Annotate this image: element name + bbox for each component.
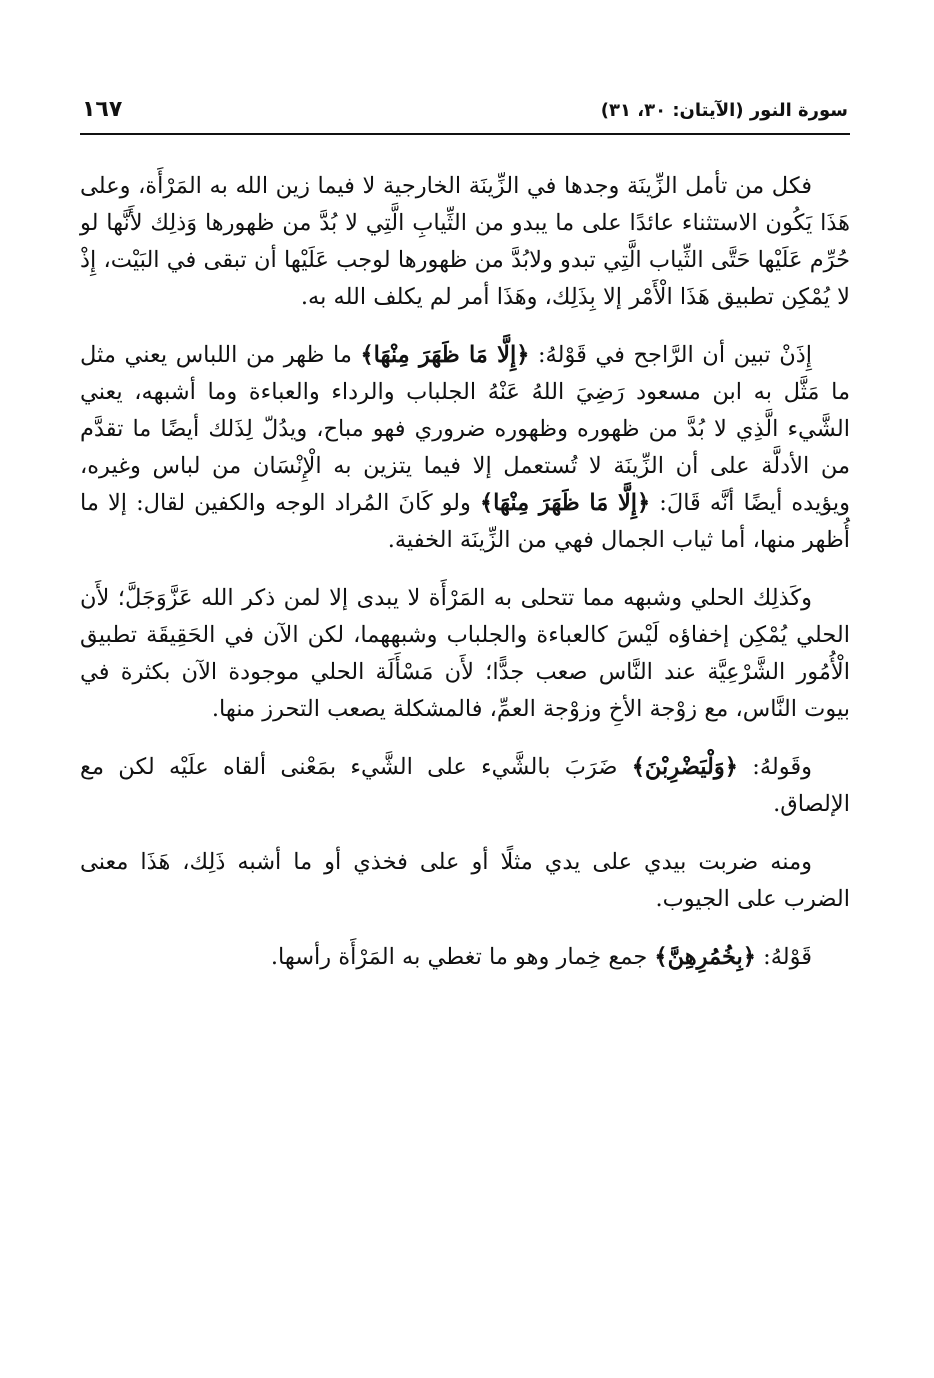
body-text <box>80 168 850 997</box>
paragraph-text: ولو كَانَ المُراد الوجه والكفين لقال: إلا ما أُظهر منها، أما ثياب الجمال فهي من الزِّينَة الخفية. <box>80 490 850 553</box>
page-number: ١٦٧ <box>82 97 123 122</box>
paragraph <box>80 337 850 559</box>
running-header <box>82 98 848 128</box>
header-divider <box>80 133 850 135</box>
paragraph <box>80 580 850 728</box>
paragraph-text: وكَذلِك الحلي وشبهه مما تتحلى به المَرْأَة لا يبدى إلا لمن ذكر الله عَزَّوَجَلَّ؛ لأَن الحلي يُمْكِن إخفاؤه لَيْسَ كالعباءة والجلباب وشبههما، لكن الآن في الحَقِيقَة تطبيق الْأُمُور الشَّرْعِيَّة عند النَّاس صعب جدًّا؛ لأَن مَسْأَلَة الحلي موجودة الآن بكثرة في بيوت النَّاس، مع زوْجة الأخِ وزوْجة العمِّ، فالمشكلة يصعب التحرز منها. <box>80 585 850 722</box>
paragraph-text: إِذَنْ تبين أن الرَّاجح في قَوْلهُ: <box>529 342 813 368</box>
quran-quote: ﴿إِلَّا مَا ظَهَرَ مِنْهَا﴾ <box>479 490 651 516</box>
paragraph <box>80 749 850 823</box>
paragraph-text: ومنه ضربت بيدي على يدي مثلًا أو على فخذي أو ما أشبه ذَلِك، هَذَا معنى الضرب على الجيوب. <box>80 849 850 912</box>
paragraph-text: قَوْلهُ: <box>755 944 812 970</box>
paragraph-text: ما ظهر من اللباس يعني مثل ما مَثَّل به ابن مسعود رَضِيَ اللهُ عَنْهُ الجلباب والرداء والعباءة وما أشبهه، يعني الشَّيء الَّذِي لا بُدَّ من ظهوره وظهوره ضروري فهو مباح، ويدُلّ لِذَلك أيضًا ما تقدَّم من الأدلَّة على أن الزِّينَة لا تُستعمل إلا فيما يتزين به الْإِنْسَان من لباس وغيره، ويؤيده أيضًا أنَّه قَالَ: <box>80 342 850 516</box>
quran-quote: ﴿إِلَّا مَا ظَهَرَ مِنْهَا﴾ <box>360 342 530 368</box>
paragraph-text: وقَولهُ: <box>737 754 812 780</box>
paragraph-text: جمع خِمار وهو ما تغطي به المَرْأَة رأسها. <box>270 944 655 970</box>
paragraph <box>80 844 850 918</box>
paragraph <box>80 939 850 976</box>
paragraph <box>80 168 850 316</box>
surah-title: سورة النور (الآيتان: ٣٠، ٣١) <box>600 100 848 121</box>
quran-quote: ﴿وَلْيَضْرِبْنَ﴾ <box>631 754 738 780</box>
paragraph-text: ضَرَبَ بالشَّيء على الشَّيء بمَعْنى ألقاه علَيْه لكن مع الإلصاق. <box>80 754 850 817</box>
paragraph-text: فكل من تأمل الزِّينَة وجدها في الزِّينَة الخارجية لا فيما زين الله به المَرْأَة، وعلى هَذَا يَكُون الاستثناء عائدًا على ما يبدو من الثِّيابِ الَّتِي لا بُدَّ من ظهورها وَذلِك لأَنَّها لو حُرِّم عَلَيْها حَتَّى الثِّياب الَّتِي تبدو ولابُدَّ من ظهورها لوجب عَلَيْها أن تبقى في البَيْت، إِذْ لا يُمْكِن تطبيق هَذَا الْأَمْر إلا بِذَلِك، وهَذَا أمر لم يكلف الله به. <box>80 173 850 310</box>
quran-quote: ﴿بِخُمُرِهِنَّ﴾ <box>654 944 756 970</box>
